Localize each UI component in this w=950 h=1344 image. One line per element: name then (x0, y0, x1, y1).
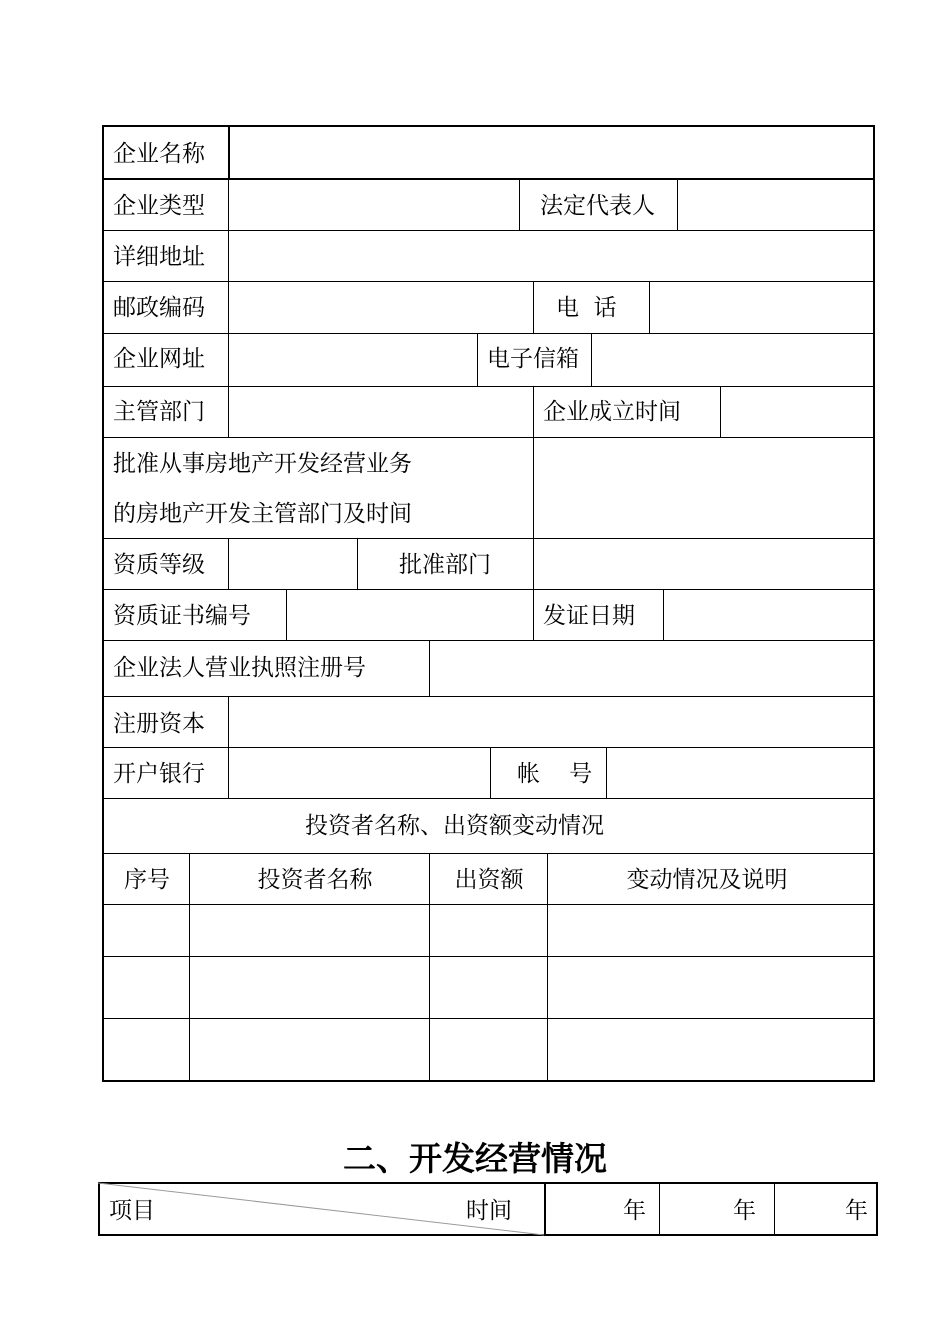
year-header[interactable]: 年 (845, 1198, 868, 1224)
field-enterprise-type[interactable] (229, 179, 519, 230)
field-authority[interactable] (229, 387, 533, 437)
field-license-reg-no[interactable] (430, 641, 873, 696)
field-address[interactable] (229, 231, 873, 281)
label-email: 电子信箱 (487, 346, 579, 372)
year-header[interactable]: 年 (733, 1198, 756, 1224)
field-enterprise-name[interactable] (230, 127, 873, 178)
label-qualification-level: 资质等级 (113, 552, 205, 578)
label-postal-code: 邮政编码 (113, 295, 205, 321)
label-enterprise-type: 企业类型 (113, 193, 205, 219)
section-title: 二、开发经营情况 (343, 1139, 607, 1178)
field-postal-code[interactable] (229, 282, 533, 333)
label-item: 项目 (109, 1198, 155, 1224)
col-divider (490, 747, 491, 798)
field-cert-number[interactable] (287, 590, 533, 640)
field-registered-capital[interactable] (229, 697, 873, 747)
col-divider (533, 386, 534, 437)
col-divider (774, 1182, 775, 1236)
label-website: 企业网址 (113, 346, 205, 372)
investors-section-title: 投资者名称、出资额变动情况 (305, 813, 604, 839)
field-bank[interactable] (229, 748, 490, 798)
table-row[interactable] (104, 1019, 873, 1080)
header-change-notes: 变动情况及说明 (626, 867, 788, 893)
col-divider (533, 281, 534, 333)
label-enterprise-name: 企业名称 (113, 141, 205, 167)
label-time: 时间 (466, 1198, 512, 1224)
year-header[interactable]: 年 (623, 1198, 646, 1224)
field-approval[interactable] (534, 438, 873, 538)
label-founded: 企业成立时间 (543, 399, 681, 425)
col-divider (533, 589, 534, 640)
label-account: 帐 号 (517, 761, 593, 787)
label-approving-dept: 批准部门 (399, 552, 491, 578)
header-serial-no: 序号 (124, 867, 170, 893)
field-legal-rep[interactable] (678, 179, 873, 230)
col-divider (659, 1182, 660, 1236)
header-contribution: 出资额 (454, 867, 524, 893)
label-cert-number: 资质证书编号 (113, 603, 251, 629)
field-email[interactable] (592, 334, 873, 386)
label-issue-date: 发证日期 (543, 603, 635, 629)
field-account[interactable] (607, 748, 873, 798)
label-phone: 电 话 (556, 295, 617, 321)
label-approval-line2: 的房地产开发主管部门及时间 (113, 501, 412, 527)
field-qualification-level[interactable] (229, 539, 357, 589)
label-authority: 主管部门 (113, 399, 205, 425)
table-row[interactable] (104, 905, 873, 956)
label-license-reg-no: 企业法人营业执照注册号 (113, 655, 366, 681)
col-divider (357, 538, 358, 589)
label-legal-rep: 法定代表人 (540, 193, 655, 219)
field-phone[interactable] (650, 282, 873, 333)
label-registered-capital: 注册资本 (113, 711, 205, 737)
header-investor-name: 投资者名称 (257, 867, 373, 893)
field-issue-date[interactable] (664, 590, 873, 640)
row-divider (102, 853, 875, 854)
row-divider (102, 798, 875, 799)
field-approving-dept[interactable] (534, 539, 873, 589)
field-founded[interactable] (721, 387, 873, 437)
label-bank: 开户银行 (113, 761, 205, 787)
field-website[interactable] (229, 334, 477, 386)
col-divider (477, 333, 478, 386)
label-address: 详细地址 (113, 244, 205, 270)
table-row[interactable] (104, 957, 873, 1018)
label-approval-line1: 批准从事房地产开发经营业务 (113, 451, 412, 477)
col-divider (519, 178, 520, 230)
